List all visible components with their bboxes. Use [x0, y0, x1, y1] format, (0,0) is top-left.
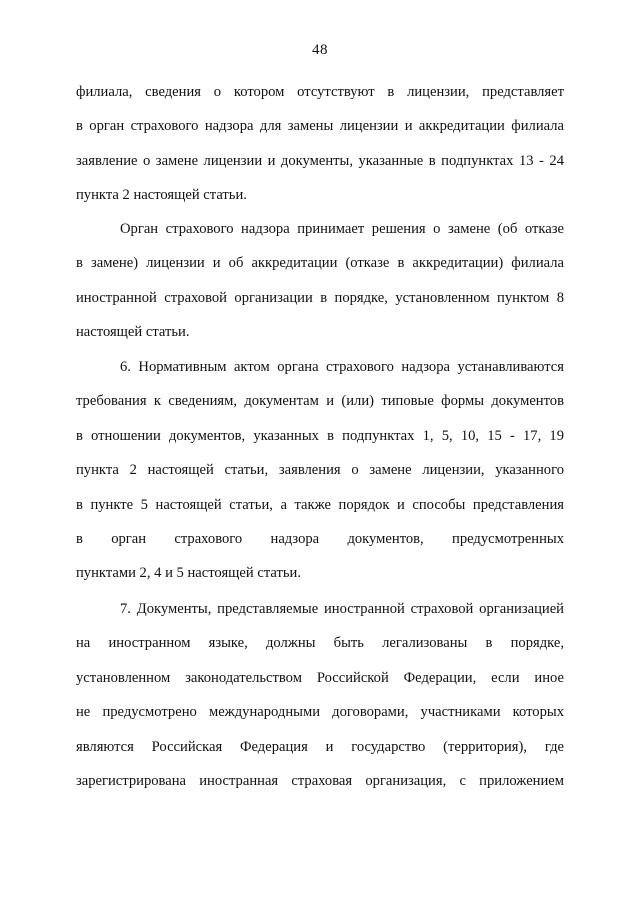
text-line: зарегистрирована иностранная страховая организация, с приложением — [76, 773, 564, 790]
text-line: требования к сведениям, документам и (или) типовые формы документов — [76, 393, 564, 410]
text-line: иностранной страховой организации в порядке, установленном пунктом 8 — [76, 289, 564, 306]
text-line: в орган страхового надзора для замены лицензии и аккредитации филиала — [76, 118, 564, 135]
text-line: не предусмотрено международными договорами, участниками которых — [76, 704, 564, 721]
text-line: пункта 2 настоящей статьи. — [76, 187, 247, 204]
text-line: в замене) лицензии и об аккредитации (отказе в аккредитации) филиала — [76, 255, 564, 272]
paragraph-3 — [76, 350, 564, 591]
paragraph-4 — [76, 592, 564, 798]
text-line: 6. Нормативным актом органа страхового надзора устанавливаются — [120, 359, 564, 375]
text-line: в орган страхового надзора документов, предусмотренных — [76, 531, 564, 548]
text-line: в пункте 5 настоящей статьи, а также порядок и способы представления — [76, 496, 564, 513]
text-line: являются Российская Федерация и государство (территория), где — [76, 738, 564, 755]
text-line: на иностранном языке, должны быть легализованы в порядке, — [76, 635, 564, 652]
text-line: в отношении документов, указанных в подпунктах 1, 5, 10, 15 - 17, 19 — [76, 427, 564, 444]
paragraph-2 — [76, 212, 564, 350]
text-line: заявление о замене лицензии и документы, указанные в подпунктах 13 - 24 — [76, 152, 564, 169]
text-line: Орган страхового надзора принимает решения о замене (об отказе — [120, 221, 564, 237]
text-line: настоящей статьи. — [76, 324, 190, 341]
text-line: 7. Документы, представляемые иностранной страховой организацией — [120, 601, 564, 617]
text-line: установленном законодательством Российской Федерации, если иное — [76, 669, 564, 686]
text-line: филиала, сведения о котором отсутствуют в лицензии, представляет — [76, 84, 564, 100]
text-line: пунктами 2, 4 и 5 настоящей статьи. — [76, 565, 301, 582]
paragraph-1 — [76, 75, 564, 213]
page-number: 48 — [312, 42, 328, 58]
text-line: пункта 2 настоящей статьи, заявления о замене лицензии, указанного — [76, 462, 564, 479]
